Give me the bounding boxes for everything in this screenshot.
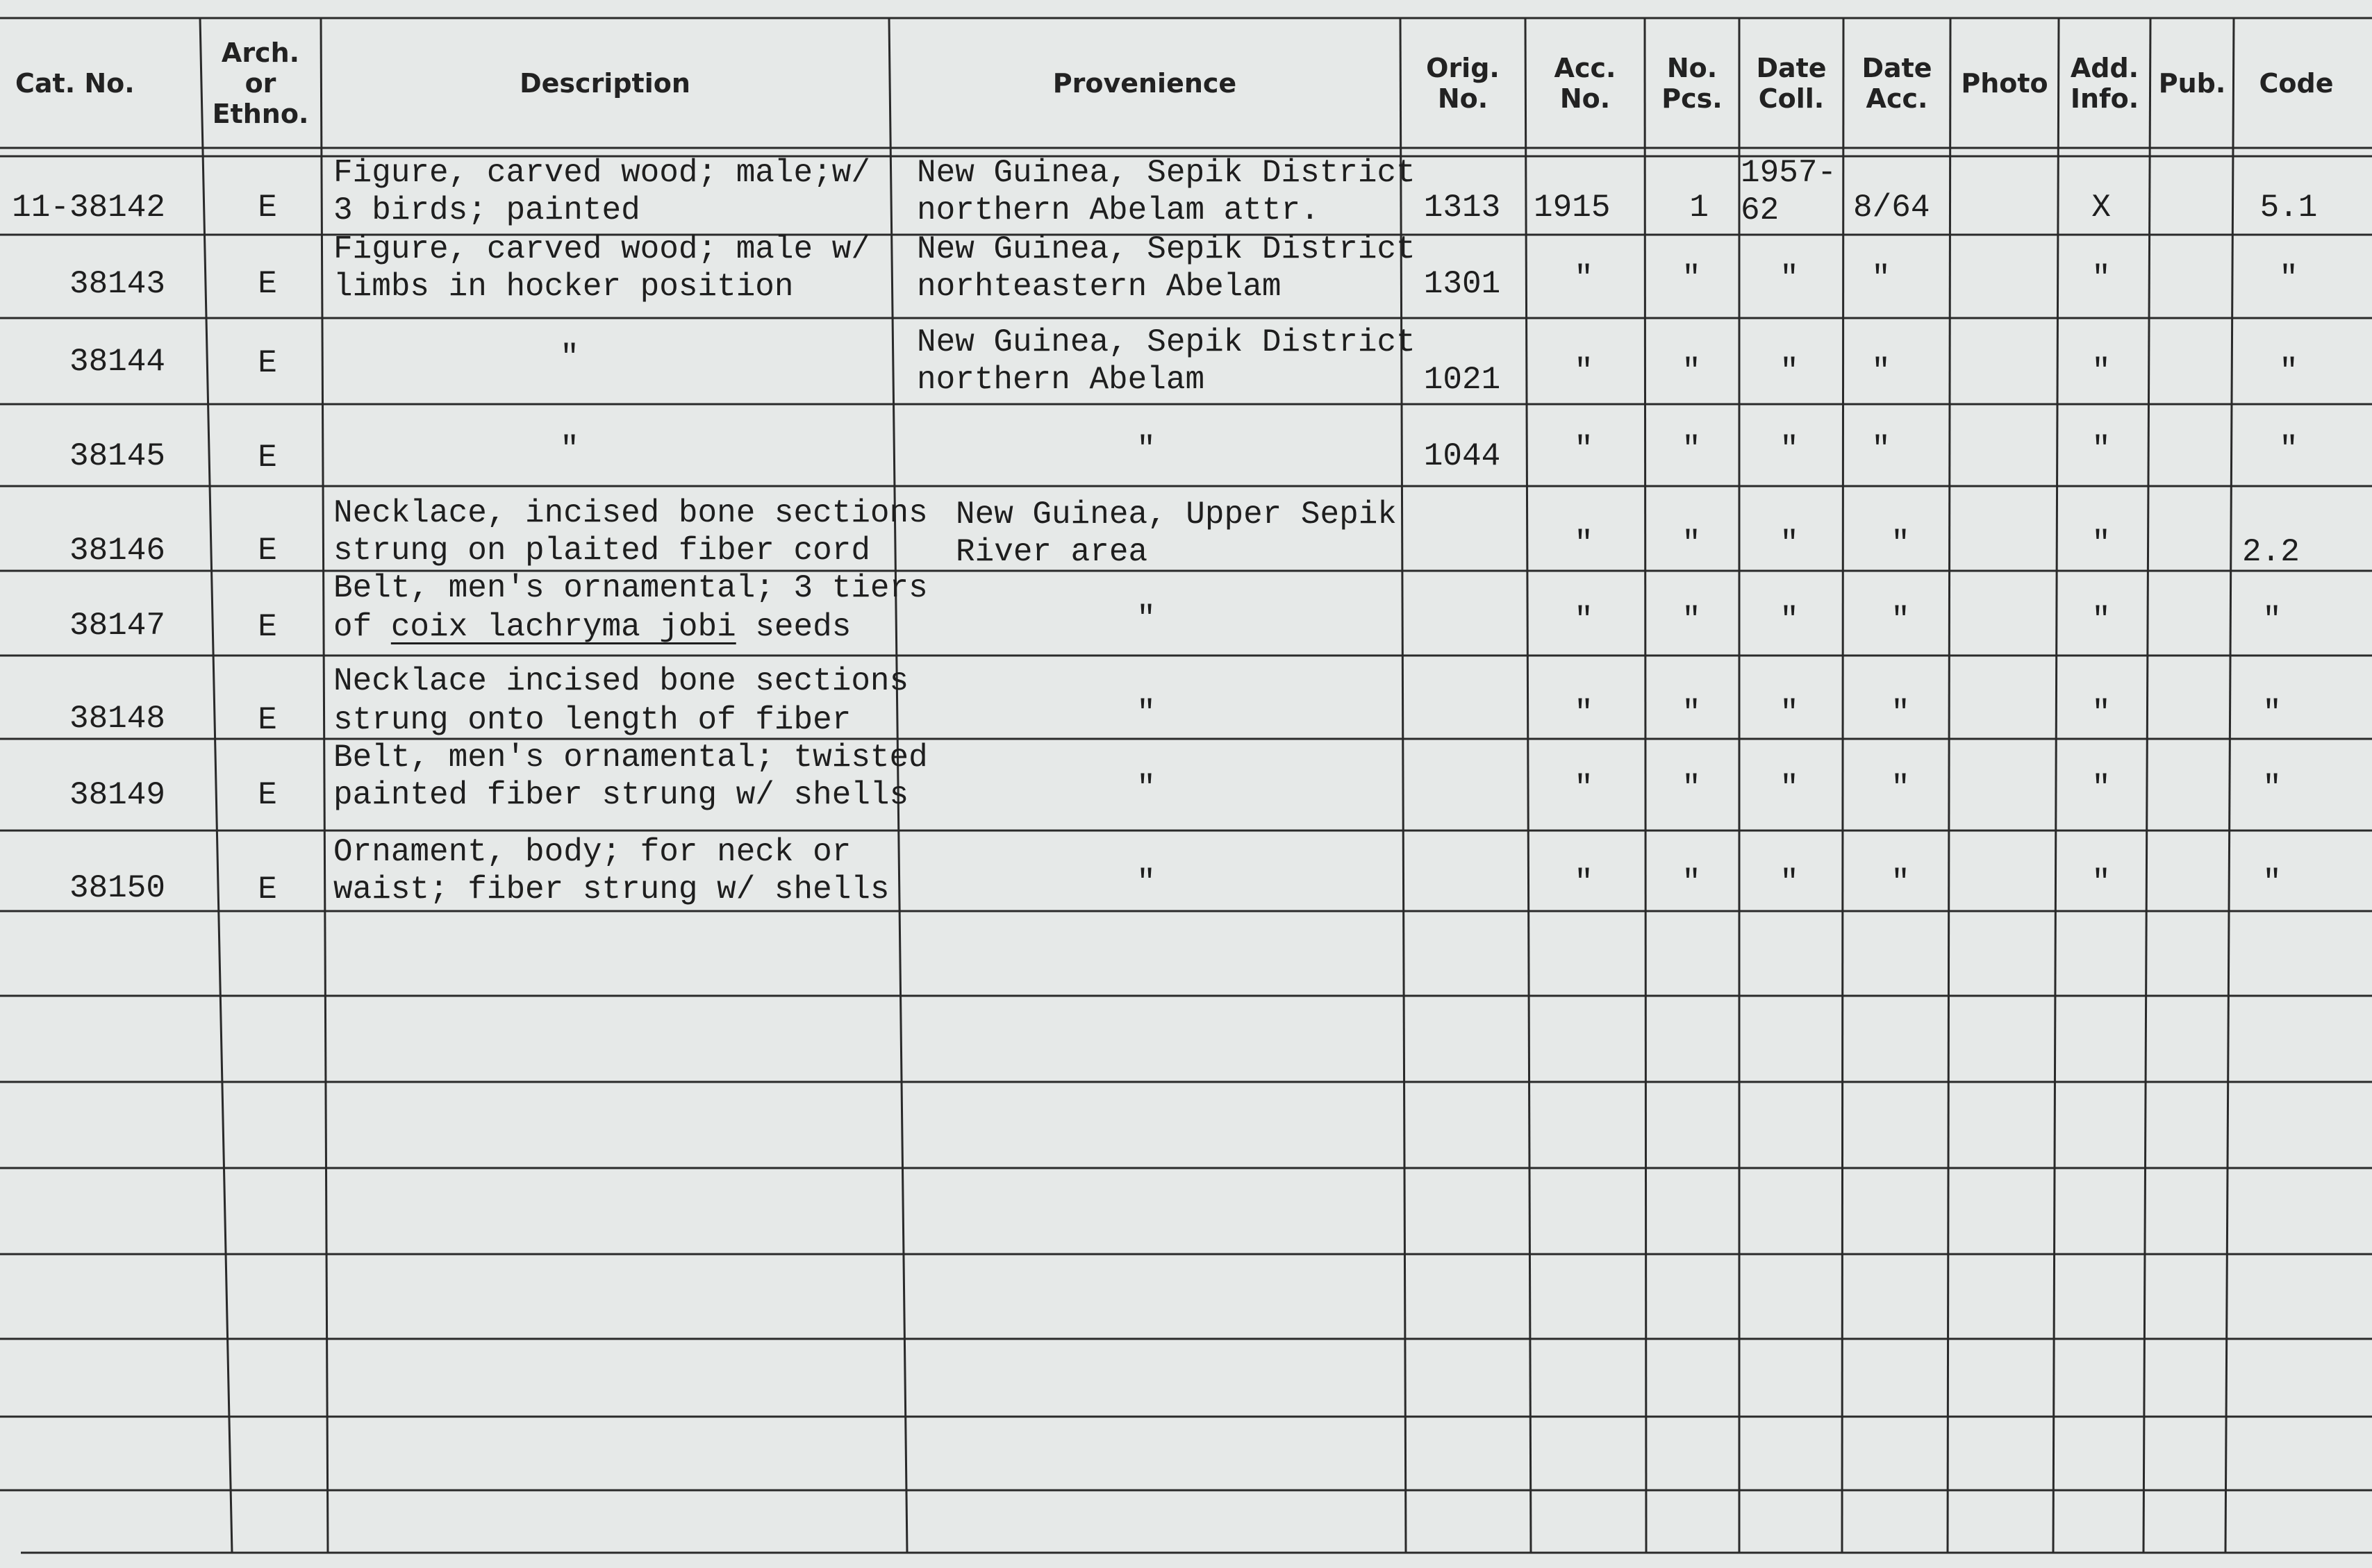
add-info: ": [2091, 526, 2111, 562]
no-pcs: ": [1682, 260, 1701, 297]
provenience: ": [1136, 601, 1156, 637]
no-pcs: ": [1682, 770, 1701, 806]
date-coll: ": [1780, 260, 1799, 297]
arch-or-ethno: E: [258, 609, 277, 645]
cat-no: 38147: [69, 608, 165, 644]
code: ": [2262, 695, 2282, 731]
description-line-1: Figure, carved wood; male w/: [333, 231, 870, 267]
acc-no: ": [1574, 770, 1593, 806]
acc-no: 1915: [1534, 190, 1611, 226]
date-coll: ": [1780, 602, 1799, 638]
header-provenience: Provenience: [1052, 68, 1237, 99]
no-pcs: ": [1682, 431, 1701, 467]
description: ": [560, 340, 579, 376]
code: 5.1: [2259, 190, 2318, 226]
cat-no: 38144: [69, 344, 165, 380]
header-date-acc: Date Acc.: [1861, 53, 1932, 114]
orig-no: 1021: [1423, 362, 1501, 398]
provenience: ": [1136, 431, 1156, 467]
no-pcs: ": [1682, 695, 1701, 731]
cat-no: 38149: [69, 777, 165, 813]
header-date-coll: Date Coll.: [1756, 53, 1827, 114]
date-acc: ": [1891, 865, 1910, 901]
description-line-1: Belt, men's ornamental; twisted: [333, 740, 928, 776]
provenience-line-2: northern Abelam: [917, 362, 1205, 398]
provenience-line-1: New Guinea, Upper Sepik: [956, 497, 1397, 533]
date-coll: ": [1780, 770, 1799, 806]
date-acc: ": [1891, 770, 1910, 806]
cat-no: 38150: [69, 870, 165, 906]
orig-no: 1313: [1423, 190, 1501, 226]
date-coll: ": [1780, 353, 1799, 390]
code: 2.2: [2242, 534, 2300, 570]
arch-or-ethno: E: [258, 345, 277, 381]
description-line-1: Figure, carved wood; male;w/: [333, 155, 870, 191]
date-coll: ": [1780, 865, 1799, 901]
add-info: ": [2091, 770, 2111, 806]
add-info: ": [2091, 695, 2111, 731]
add-info: ": [2091, 602, 2111, 638]
description-line-2: waist; fiber strung w/ shells: [333, 871, 890, 908]
date-coll: ": [1780, 526, 1799, 562]
acc-no: ": [1574, 431, 1593, 467]
orig-no: 1044: [1423, 438, 1501, 474]
header-cat-no: Cat. No.: [15, 68, 135, 99]
provenience-line-1: New Guinea, Sepik District: [917, 231, 1416, 267]
provenience: ": [1136, 695, 1156, 731]
description-line-1: Ornament, body; for neck or: [333, 834, 852, 870]
header-add-info: Add. Info.: [2070, 53, 2139, 114]
species-name: coix lachryma jobi: [390, 609, 736, 645]
arch-or-ethno: E: [258, 777, 277, 813]
date-acc: ": [1871, 260, 1891, 297]
code: ": [2262, 770, 2282, 806]
provenience-line-1: New Guinea, Sepik District: [917, 324, 1416, 360]
description-line-2: strung on plaited fiber cord: [333, 533, 870, 569]
header-description: Description: [520, 68, 690, 99]
arch-or-ethno: E: [258, 190, 277, 226]
cat-no: 11-38142: [12, 190, 165, 226]
provenience: ": [1136, 770, 1156, 806]
description-line-2: of coix lachryma jobi seeds: [333, 609, 852, 645]
no-pcs: ": [1682, 602, 1701, 638]
description-line-1: Necklace incised bone sections: [333, 663, 909, 699]
description-line-2: strung onto length of fiber: [333, 702, 852, 738]
header-pub: Pub.: [2158, 68, 2226, 99]
header-orig-no: Orig. No.: [1426, 53, 1500, 114]
code: ": [2262, 865, 2282, 901]
orig-no: 1301: [1423, 266, 1501, 302]
date-acc: 8/64: [1853, 190, 1930, 226]
arch-or-ethno: E: [258, 702, 277, 738]
provenience-line-1: New Guinea, Sepik District: [917, 155, 1416, 191]
provenience-line-2: River area: [956, 534, 1148, 570]
cat-no: 38143: [69, 266, 165, 302]
no-pcs: ": [1682, 865, 1701, 901]
date-coll-line-2: 62: [1741, 192, 1780, 228]
code: ": [2279, 353, 2298, 390]
add-info: X: [2091, 190, 2111, 226]
acc-no: ": [1574, 260, 1593, 297]
date-acc: ": [1871, 431, 1891, 467]
description-line-2: 3 birds; painted: [333, 192, 640, 228]
description-line-1: Belt, men's ornamental; 3 tiers: [333, 570, 928, 606]
acc-no: ": [1574, 695, 1593, 731]
no-pcs: ": [1682, 353, 1701, 390]
header-acc-no: Acc. No.: [1554, 53, 1616, 114]
description-line-2: limbs in hocker position: [333, 269, 794, 305]
description-line-1: Necklace, incised bone sections: [333, 495, 928, 531]
code: ": [2279, 431, 2298, 467]
no-pcs: 1: [1689, 190, 1709, 226]
add-info: ": [2091, 431, 2111, 467]
add-info: ": [2091, 353, 2111, 390]
no-pcs: ": [1682, 526, 1701, 562]
arch-or-ethno: E: [258, 266, 277, 302]
date-coll: ": [1780, 431, 1799, 467]
provenience: ": [1136, 865, 1156, 901]
cat-no: 38148: [69, 701, 165, 737]
header-photo: Photo: [1961, 68, 2048, 99]
cat-no: 38145: [69, 438, 165, 474]
provenience-line-2: northern Abelam attr.: [917, 192, 1320, 228]
date-coll: ": [1780, 695, 1799, 731]
description-line-2: painted fiber strung w/ shells: [333, 777, 909, 813]
add-info: ": [2091, 260, 2111, 297]
header-arch-or-ethno: Arch. or Ethno.: [212, 37, 309, 129]
add-info: ": [2091, 865, 2111, 901]
header-code: Code: [2259, 68, 2334, 99]
acc-no: ": [1574, 353, 1593, 390]
arch-or-ethno: E: [258, 533, 277, 569]
code: ": [2262, 602, 2282, 638]
description: ": [560, 431, 579, 467]
cat-no: 38146: [69, 533, 165, 569]
acc-no: ": [1574, 602, 1593, 638]
header-no-pcs: No. Pcs.: [1661, 53, 1723, 114]
date-acc: ": [1891, 695, 1910, 731]
code: ": [2279, 260, 2298, 297]
date-acc: ": [1891, 526, 1910, 562]
date-coll-line-1: 1957-: [1741, 155, 1837, 191]
arch-or-ethno: E: [258, 871, 277, 908]
date-acc: ": [1871, 353, 1891, 390]
acc-no: ": [1574, 526, 1593, 562]
provenience-line-2: norhteastern Abelam: [917, 269, 1282, 305]
arch-or-ethno: E: [258, 440, 277, 476]
date-acc: ": [1891, 602, 1910, 638]
acc-no: ": [1574, 865, 1593, 901]
